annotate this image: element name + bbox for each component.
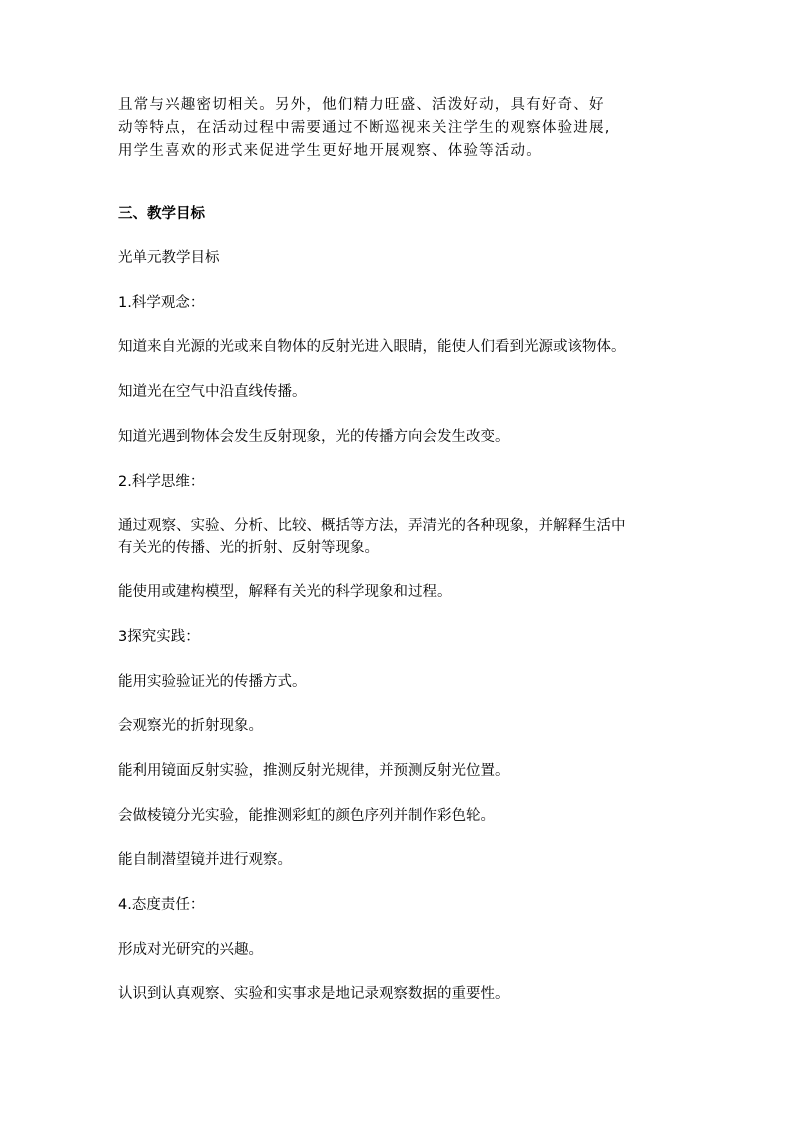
goal3-item-5: 能自制潜望镜并进行观察。	[118, 852, 292, 868]
goal2-title: 2.科学思维：	[118, 474, 205, 490]
goal4-item-2: 认识到认真观察、实验和实事求是地记录观察数据的重要性。	[118, 986, 510, 1002]
intro-line-1: 且常与兴趣密切相关。另外，他们精力旺盛、活泼好动，具有好奇、好	[118, 97, 605, 113]
unit-title: 光单元教学目标	[118, 250, 220, 266]
goal2-item-1-line-2: 有关光的传播、光的折射、反射等现象。	[118, 540, 379, 556]
goal3-item-3: 能利用镜面反射实验，推测反射光规律，并预测反射光位置。	[118, 763, 510, 779]
goal4-title: 4.态度责任：	[118, 897, 205, 913]
goal1-item-2: 知道光在空气中沿直线传播。	[118, 384, 307, 400]
goal3-item-2: 会观察光的折射现象。	[118, 718, 263, 734]
goal3-item-4: 会做棱镜分光实验，能推测彩虹的颜色序列并制作彩色轮。	[118, 808, 495, 824]
section-heading: 三、教学目标	[118, 206, 205, 222]
intro-line-3: 用学生喜欢的形式来促进学生更好地开展观察、体验等活动。	[118, 143, 542, 159]
goal1-item-1: 知道来自光源的光或来自物体的反射光进入眼睛，能使人们看到光源或该物体。	[118, 339, 626, 355]
goal1-title: 1.科学观念：	[118, 295, 205, 311]
goal1-item-3: 知道光遇到物体会发生反射现象，光的传播方向会发生改变。	[118, 429, 510, 445]
goal2-item-1-line-1: 通过观察、实验、分析、比较、概括等方法，弄清光的各种现象，并解释生活中	[118, 518, 626, 534]
goal3-item-1: 能用实验验证光的传播方式。	[118, 674, 307, 690]
intro-line-2: 动等特点，在活动过程中需要通过不断巡视来关注学生的观察体验进展,	[118, 120, 611, 136]
goal2-item-2: 能使用或建构模型，解释有关光的科学现象和过程。	[118, 584, 452, 600]
goal4-item-1: 形成对光研究的兴趣。	[118, 942, 263, 958]
goal3-title: 3探究实践：	[118, 629, 200, 645]
